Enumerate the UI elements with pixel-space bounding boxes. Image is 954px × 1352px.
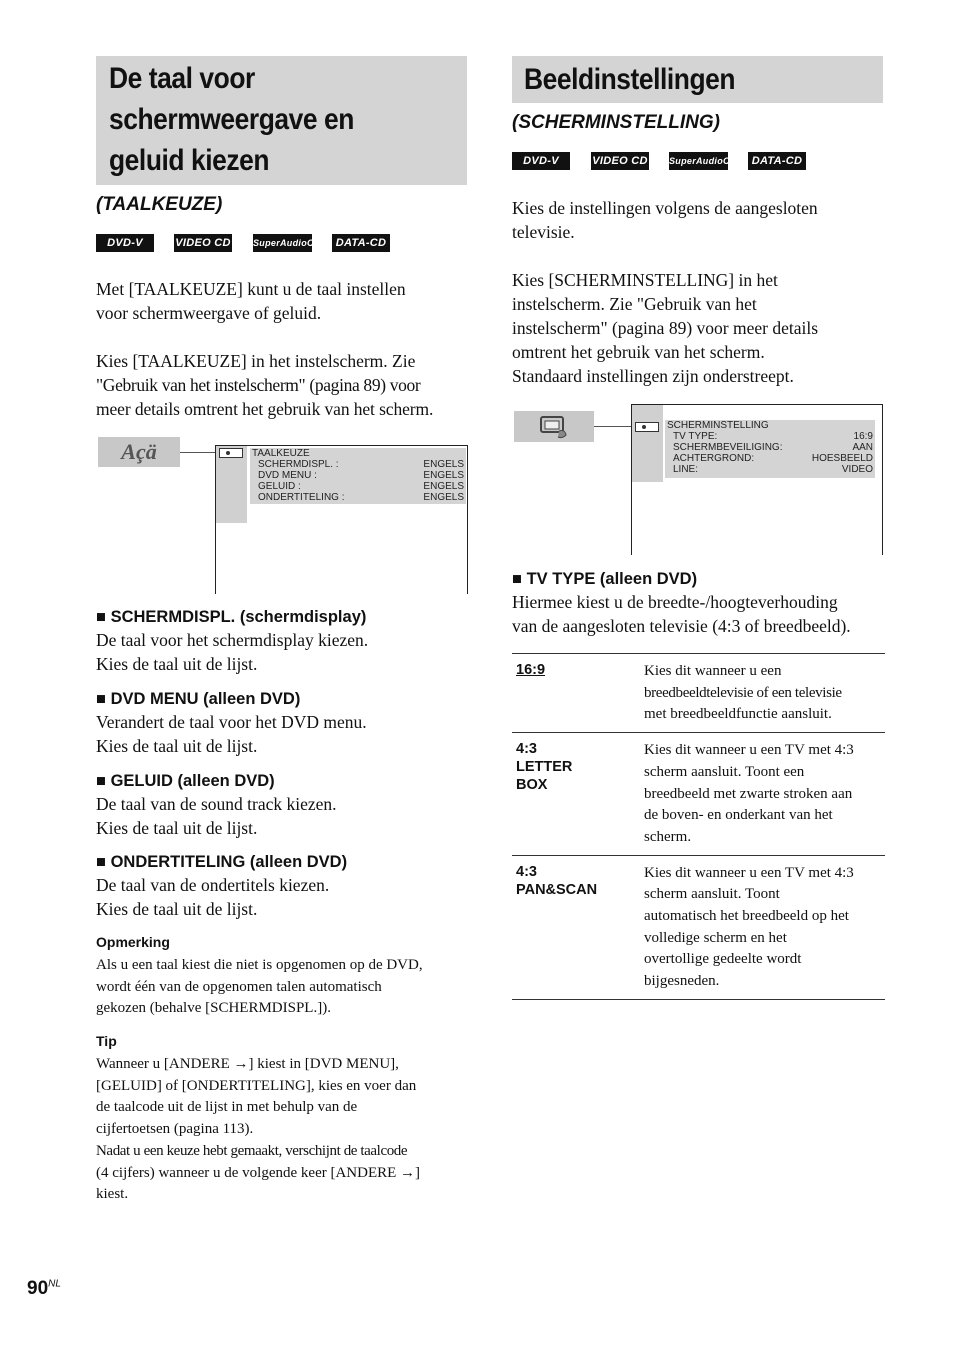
screen-setting-osd-icon [514, 411, 594, 442]
section-heading: ■ TV TYPE (alleen DVD) [512, 570, 698, 588]
osd-row-label: SCHERMBEVEILIGING: [673, 442, 783, 453]
osd-header: SCHERMINSTELLING [667, 420, 769, 431]
tip-body [96, 1054, 476, 1206]
right-instruction-line: Kies [SCHERMINSTELLING] in het [512, 270, 778, 290]
osd-row-label: SCHERMDISPL. : [258, 459, 339, 470]
left-title-line-3: geluid kiezen [109, 144, 270, 177]
right-instruction [512, 268, 892, 388]
osd-row-schermbeveiliging[interactable] [673, 442, 873, 453]
option-desc-line: Kies dit wanneer u een TV met 4:3 [644, 864, 854, 881]
badge-dvd-v: DVD-V [96, 234, 154, 252]
right-intro [512, 196, 892, 244]
right-instruction-line: instelscherm" (pagina 89) voor meer details [512, 318, 819, 338]
osd-row-label: DVD MENU : [258, 470, 317, 481]
osd-row-value: HOESBEELD [811, 453, 873, 464]
screen-setting-osd-panel [665, 420, 875, 478]
option-key [512, 654, 641, 733]
note-line: wordt één van de opgenomen talen automatisch [96, 978, 382, 995]
osd-connector-line [594, 426, 634, 427]
note-body [96, 955, 476, 1020]
section-tv-type [512, 568, 902, 638]
section-schermdispl [96, 606, 476, 676]
language-icon-text: Açä [121, 439, 157, 464]
section-dvd-menu [96, 688, 476, 758]
section-heading-text: TV TYPE (alleen DVD) [526, 570, 698, 588]
section-heading: ■ DVD MENU (alleen DVD) [96, 690, 301, 708]
section-line: Kies de taal uit de lijst. [96, 654, 258, 674]
note-heading: Opmerking [96, 934, 170, 950]
screen-setting-osd-frame [631, 404, 883, 555]
osd-row-label: LINE: [673, 464, 699, 475]
osd-connector-line [180, 452, 218, 453]
option-desc-line: met breedbeeldfunctie aansluit. [644, 706, 832, 723]
osd-rows [667, 431, 873, 475]
tip-heading: Tip [96, 1033, 117, 1049]
osd-row-label: GELUID : [258, 481, 301, 492]
left-title-line-2: schermweergave en [109, 103, 354, 136]
option-desc [641, 654, 885, 733]
right-title: Beeldinstellingen [524, 63, 736, 96]
tip-line: kiest. [96, 1186, 129, 1203]
section-heading: ■ GELUID (alleen DVD) [96, 772, 275, 790]
tip-line: (4 cijfers) wanneer u de volgende keer [ANDERE →] [96, 1164, 421, 1181]
tip-line: [GELUID] of [ONDERTITELING], kies en voer dan [96, 1077, 417, 1094]
osd-row-label: ACHTERGROND: [673, 453, 755, 464]
osd-row-value: ENGELS [423, 492, 464, 503]
badge-video-cd: VIDEO CD [174, 234, 232, 252]
section-ondertiteling [96, 851, 476, 921]
option-desc [641, 733, 885, 856]
section-geluid [96, 770, 476, 840]
section-line: Kies de taal uit de lijst. [96, 818, 258, 838]
osd-row-value: AAN [852, 442, 873, 453]
osd-row-value: ENGELS [423, 459, 464, 470]
option-desc-line: scherm aansluit. Toont [644, 886, 780, 903]
option-desc-line: breedbeeld met zwarte stroken aan [644, 785, 853, 802]
section-line: Verandert de taal voor het DVD menu. [96, 712, 367, 732]
right-intro-line: Kies de instellingen volgens de aangesloten [512, 198, 818, 218]
option-desc-line: overtollige gedeelte wordt [644, 951, 802, 968]
osd-row-label: ONDERTITELING : [258, 492, 345, 503]
section-heading: ■ ONDERTITELING (alleen DVD) [96, 853, 348, 871]
section-heading-text: GELUID (alleen DVD) [110, 772, 275, 790]
tv-screen-icon [514, 411, 594, 442]
right-title-box [512, 56, 883, 103]
page-number-suffix: NL [48, 1278, 61, 1290]
table-row [512, 855, 885, 999]
osd-row-line[interactable] [673, 464, 873, 475]
section-heading-text: ONDERTITELING (alleen DVD) [110, 853, 348, 871]
section-line: van de aangesloten televisie (4:3 of breedbeeld). [512, 616, 851, 636]
left-title-box [96, 56, 467, 185]
osd-header: TAALKEUZE [252, 448, 310, 459]
osd-row-dvd-menu[interactable] [258, 470, 464, 481]
osd-row-achtergrond[interactable] [673, 453, 873, 464]
option-desc-line: breedbeeldtelevisie of een televisie [644, 684, 842, 701]
tv-type-options [512, 653, 885, 1000]
section-heading-text: DVD MENU (alleen DVD) [110, 690, 301, 708]
tip-line: Nadat u een keuze hebt gemaakt, verschijnt de taalcode [96, 1142, 408, 1159]
section-heading: ■ SCHERMDISPL. (schermdisplay) [96, 608, 367, 626]
tip-line: cijfertoetsen (pagina 113). [96, 1121, 254, 1138]
note-line: Als u een taal kiest die niet is opgenomen op de DVD, [96, 957, 423, 973]
option-desc-line: scherm. [644, 828, 692, 845]
osd-rows [252, 459, 464, 503]
right-intro-line: televisie. [512, 222, 575, 242]
section-line: Kies de taal uit de lijst. [96, 899, 258, 919]
left-instruction-line: Kies [TAALKEUZE] in het instelscherm. Zie [96, 351, 416, 371]
language-osd-icon [98, 437, 180, 467]
language-osd-frame [215, 445, 468, 594]
badge-data-cd: DATA-CD [748, 152, 806, 170]
osd-row-tv-type[interactable] [673, 431, 873, 442]
table-row [512, 733, 885, 856]
left-subtitle: (TAALKEUZE) [96, 194, 223, 215]
section-line: Hiermee kiest u de breedte-/hoogteverhouding [512, 592, 838, 612]
osd-row-value: ENGELS [423, 470, 464, 481]
tip-line: Wanneer u [ANDERE →] kiest in [DVD MENU], [96, 1056, 399, 1072]
right-subtitle: (SCHERMINSTELLING) [512, 112, 720, 133]
osd-selected-marker [219, 448, 243, 458]
option-desc-line: de boven- en onderkant van het [644, 807, 833, 824]
section-line: Kies de taal uit de lijst. [96, 736, 258, 756]
tip-line: de taalcode uit de lijst in met behulp van de [96, 1099, 358, 1116]
badge-super-audio-cd: SuperAudioCD [253, 234, 312, 252]
left-instruction [96, 349, 476, 421]
option-desc-line: Kies dit wanneer u een [644, 663, 782, 679]
osd-row-schermdispl[interactable] [258, 459, 464, 470]
osd-row-ondertiteling[interactable] [258, 492, 464, 503]
badge-dvd-v: DVD-V [512, 152, 570, 170]
badge-video-cd: VIDEO CD [591, 152, 649, 170]
option-key [512, 733, 641, 856]
left-title-line-1: De taal voor [109, 62, 255, 95]
option-key-text: 4:3 PAN&SCAN [516, 863, 598, 898]
note-line: gekozen (behalve [SCHERMDISPL.]). [96, 1000, 331, 1017]
right-instruction-line: Standaard instellingen zijn onderstreept. [512, 366, 794, 386]
left-intro-line: voor schermweergave of geluid. [96, 303, 322, 323]
page-number-value: 90 [27, 1278, 49, 1299]
left-intro-line: Met [TAALKEUZE] kunt u de taal instellen [96, 279, 406, 299]
tv-type-table [512, 653, 885, 1000]
badge-super-audio-cd: SuperAudioCD [669, 152, 728, 170]
left-instruction-line: meer details omtrent het gebruik van het scherm. [96, 399, 434, 419]
badge-data-cd: DATA-CD [332, 234, 390, 252]
option-key-text: 4:3 LETTER BOX [516, 741, 573, 794]
osd-row-label: TV TYPE: [673, 431, 718, 442]
osd-sidebar [632, 405, 663, 482]
section-line: De taal voor het schermdisplay kiezen. [96, 630, 369, 650]
osd-selected-marker [635, 422, 659, 432]
left-intro [96, 277, 476, 325]
section-line: De taal van de sound track kiezen. [96, 794, 337, 814]
option-desc-line: automatisch het breedbeeld op het [644, 908, 849, 925]
language-osd-panel [250, 448, 466, 504]
section-heading-text: SCHERMDISPL. (schermdisplay) [110, 608, 367, 626]
right-instruction-line: omtrent het gebruik van het scherm. [512, 342, 765, 362]
option-desc [641, 855, 885, 999]
section-line: De taal van de ondertitels kiezen. [96, 875, 330, 895]
option-desc-line: scherm aansluit. Toont een [644, 763, 805, 780]
option-desc-line: Kies dit wanneer u een TV met 4:3 [644, 742, 854, 759]
osd-row-value: VIDEO [841, 464, 873, 475]
option-key-text: 16:9 [516, 662, 546, 678]
osd-row-value: ENGELS [423, 481, 464, 492]
osd-row-geluid[interactable] [258, 481, 464, 492]
option-desc-line: bijgesneden. [644, 973, 720, 990]
option-desc-line: volledige scherm en het [644, 929, 787, 946]
left-instruction-line: "Gebruik van het instelscherm" (pagina 89) voor [96, 375, 421, 395]
page-number [27, 1278, 61, 1300]
osd-row-value: 16:9 [853, 431, 873, 442]
right-instruction-line: instelscherm. Zie "Gebruik van het [512, 294, 757, 314]
option-key [512, 855, 641, 999]
table-row [512, 654, 885, 733]
